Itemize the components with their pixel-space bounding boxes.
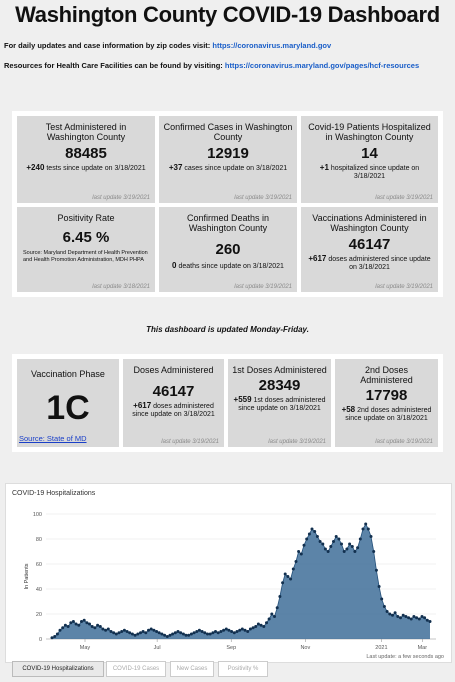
data-point <box>391 614 394 617</box>
first-doses-delta: +559 <box>233 395 252 404</box>
deaths-delta: 0 <box>172 261 177 270</box>
data-point <box>364 523 367 526</box>
data-point <box>169 634 172 637</box>
vaccinations-delta-line <box>301 255 438 272</box>
data-point <box>120 630 123 633</box>
deaths-delta-line <box>159 262 297 271</box>
data-point <box>69 621 72 624</box>
positivity-title: Positivity Rate <box>57 213 115 223</box>
data-point <box>300 553 303 556</box>
data-point <box>222 629 225 632</box>
data-point <box>236 630 239 633</box>
cases-delta-line <box>159 164 297 173</box>
data-point <box>128 631 131 634</box>
data-point <box>407 616 410 619</box>
data-point <box>278 595 281 598</box>
tab-new-cases[interactable]: New Cases <box>170 661 214 677</box>
data-point <box>136 633 139 636</box>
cases-value: 12919 <box>207 145 249 162</box>
data-point <box>174 631 177 634</box>
data-point <box>415 616 418 619</box>
data-point <box>367 528 370 531</box>
data-point <box>187 634 190 637</box>
data-point <box>303 544 306 547</box>
hospitalizations-area <box>52 524 430 639</box>
data-point <box>160 633 163 636</box>
data-point <box>265 621 268 624</box>
data-point <box>56 633 59 636</box>
vaccinations-delta-text: doses administered since update on 3/18/2021 <box>328 256 431 271</box>
update-notice: This dashboard is updated Monday-Friday. <box>146 325 309 334</box>
tests-title: Test Administered in Washington County <box>45 122 127 142</box>
second-doses-value: 17798 <box>365 387 408 404</box>
data-point <box>59 629 62 632</box>
hcf-info-text <box>4 60 449 71</box>
y-tick-label: 100 <box>32 512 42 518</box>
zip-info-label: For daily updates and case information by zip codes visit: <box>4 41 211 50</box>
data-point <box>171 633 174 636</box>
data-point <box>254 625 257 628</box>
data-point <box>308 533 311 536</box>
data-point <box>297 550 300 553</box>
cases-delta-text: cases since update on 3/18/2021 <box>184 165 288 172</box>
data-point <box>321 543 324 546</box>
second-doses-title: 2nd Doses Administered <box>360 365 413 385</box>
tests-value: 88485 <box>65 145 107 162</box>
data-point <box>396 615 399 618</box>
data-point <box>101 628 104 631</box>
hospitalizations-chart-panel <box>5 483 452 663</box>
data-point <box>426 619 429 622</box>
data-point <box>51 636 54 639</box>
data-point <box>152 629 155 632</box>
deaths-updated: last update 3/19/2021 <box>234 284 292 290</box>
first-doses-card <box>228 359 331 447</box>
data-point <box>286 575 289 578</box>
data-point <box>327 550 330 553</box>
phase-value: 1C <box>46 389 90 427</box>
data-point <box>211 631 214 634</box>
x-tick-label: Sep <box>226 645 237 651</box>
data-point <box>72 620 75 623</box>
vaccination-panel <box>12 354 443 452</box>
deaths-delta-text: deaths since update on 3/18/2021 <box>178 263 284 270</box>
data-point <box>362 528 365 531</box>
vaccinations-title: Vaccinations Administered in Washington County <box>312 213 427 233</box>
data-point <box>383 605 386 608</box>
data-point <box>244 629 247 632</box>
data-point <box>402 614 405 617</box>
data-point <box>324 548 327 551</box>
data-point <box>126 630 129 633</box>
second-doses-card <box>335 359 438 447</box>
data-point <box>404 615 407 618</box>
data-point <box>292 568 295 571</box>
data-point <box>340 543 343 546</box>
y-tick-label: 60 <box>35 562 42 568</box>
state-source-link[interactable]: Source: State of MD <box>19 434 87 443</box>
tests-delta-text: tests since update on 3/18/2021 <box>46 165 146 172</box>
data-point <box>166 635 169 638</box>
data-point <box>61 626 64 629</box>
data-point <box>249 628 252 631</box>
hospitalized-value: 14 <box>361 145 378 162</box>
cases-updated: last update 3/19/2021 <box>234 195 292 201</box>
data-point <box>112 631 115 634</box>
page-title: Washington County COVID-19 Dashboard <box>15 2 440 27</box>
data-point <box>351 545 354 548</box>
data-point <box>359 538 362 541</box>
hospitalized-delta-line <box>301 164 438 181</box>
data-point <box>225 628 228 631</box>
data-point <box>353 550 356 553</box>
positivity-source: Source: Maryland Department of Health Prevention and Health Promotion Administration, MDH PHPA <box>23 250 148 263</box>
data-point <box>64 624 67 627</box>
data-point <box>375 569 378 572</box>
y-tick-label: 40 <box>35 587 42 593</box>
data-point <box>421 615 424 618</box>
data-point <box>348 543 351 546</box>
doses-card <box>123 359 224 447</box>
data-point <box>372 550 375 553</box>
second-doses-delta-line <box>335 406 438 423</box>
data-point <box>91 625 94 628</box>
vaccinations-card <box>301 207 438 292</box>
data-point <box>85 621 88 624</box>
deaths-title: Confirmed Deaths in Washington County <box>186 213 270 233</box>
data-point <box>80 620 83 623</box>
data-point <box>206 633 209 636</box>
doses-title: Doses Administered <box>133 365 214 375</box>
deaths-card <box>159 207 297 292</box>
data-point <box>195 630 198 633</box>
data-point <box>134 634 137 637</box>
data-point <box>83 619 86 622</box>
data-point <box>147 629 150 632</box>
chart-last-update: Last update: a few seconds ago <box>366 654 444 660</box>
y-axis-label: In Patients <box>24 563 30 590</box>
cases-title: Confirmed Cases in Washington County <box>163 122 293 142</box>
data-point <box>118 631 121 634</box>
x-tick-label: May <box>79 645 91 651</box>
tab-positivity[interactable]: Positivity % <box>218 661 268 677</box>
data-point <box>311 528 314 531</box>
data-point <box>319 540 322 543</box>
data-point <box>388 613 391 616</box>
data-point <box>96 624 99 627</box>
data-point <box>214 630 217 633</box>
data-point <box>142 630 145 633</box>
data-point <box>335 535 338 538</box>
vaccination-phase-card <box>17 359 119 447</box>
tab-hospitalizations[interactable]: COVID-19 Hospitalizations <box>12 661 104 677</box>
data-point <box>295 560 298 563</box>
data-point <box>144 631 147 634</box>
data-point <box>262 625 265 628</box>
data-point <box>198 629 201 632</box>
data-point <box>104 629 107 632</box>
data-point <box>88 623 91 626</box>
data-point <box>230 630 233 633</box>
data-point <box>131 633 134 636</box>
tab-cases[interactable]: COVID-19 Cases <box>106 661 166 677</box>
data-point <box>260 624 263 627</box>
data-point <box>337 538 340 541</box>
data-point <box>123 629 126 632</box>
data-point <box>53 635 56 638</box>
data-point <box>276 606 279 609</box>
data-point <box>423 616 426 619</box>
x-tick-label: Nov <box>300 645 311 651</box>
doses-value: 46147 <box>152 383 195 400</box>
first-doses-value: 28349 <box>258 377 301 394</box>
data-point <box>190 633 193 636</box>
tests-delta-line <box>17 164 155 173</box>
hospitalized-title: Covid-19 Patients Hospitalized in Washington County <box>308 122 431 142</box>
y-tick-label: 20 <box>35 612 42 618</box>
data-point <box>177 630 180 633</box>
data-point <box>399 616 402 619</box>
vaccinations-delta: +617 <box>308 254 327 263</box>
positivity-updated: last update 3/18/2021 <box>92 284 150 290</box>
hospitalized-card <box>301 116 438 203</box>
data-point <box>313 530 316 533</box>
first-doses-delta-text: 1st doses administered since update on 3/18/2021 <box>238 397 326 412</box>
data-point <box>203 631 206 634</box>
stats-panel <box>12 111 443 297</box>
data-point <box>110 630 113 633</box>
y-tick-label: 0 <box>38 637 42 643</box>
hospitalized-delta-text: hospitalized since update on 3/18/2021 <box>330 165 420 180</box>
data-point <box>77 624 80 627</box>
phase-label: Vaccination Phase <box>31 369 105 379</box>
data-point <box>99 625 102 628</box>
data-point <box>163 634 166 637</box>
tests-delta: +240 <box>26 163 45 172</box>
data-point <box>209 633 212 636</box>
doses-delta-text: doses administered since update on 3/18/2021 <box>132 403 215 418</box>
data-point <box>75 623 78 626</box>
doses-updated: last update 3/19/2021 <box>161 439 219 445</box>
data-point <box>179 631 182 634</box>
data-point <box>412 615 415 618</box>
data-point <box>185 634 188 637</box>
first-doses-updated: last update 3/19/2021 <box>268 439 326 445</box>
data-point <box>305 538 308 541</box>
first-doses-delta-line <box>228 396 331 413</box>
data-point <box>370 535 373 538</box>
data-point <box>316 535 319 538</box>
data-point <box>329 545 332 548</box>
second-doses-delta-text: 2nd doses administered since update on 3/18/2021 <box>345 407 432 422</box>
data-point <box>429 620 432 623</box>
data-point <box>394 611 397 614</box>
data-point <box>273 615 276 618</box>
data-point <box>332 540 335 543</box>
tests-updated: last update 3/19/2021 <box>92 195 150 201</box>
data-point <box>356 546 359 549</box>
vaccinations-value: 46147 <box>348 236 391 253</box>
data-point <box>107 628 110 631</box>
data-point <box>268 618 271 621</box>
hospitalized-updated: last update 3/19/2021 <box>375 195 433 201</box>
data-point <box>139 631 142 634</box>
cases-card <box>159 116 297 203</box>
doses-delta: +617 <box>133 401 152 410</box>
data-point <box>67 625 70 628</box>
data-point <box>418 618 421 621</box>
data-point <box>158 631 161 634</box>
data-point <box>380 598 383 601</box>
data-point <box>150 628 153 631</box>
doses-delta-line <box>123 402 224 419</box>
data-point <box>233 631 236 634</box>
hospitalizations-chart <box>6 484 451 662</box>
hcf-info-link[interactable]: https://coronavirus.maryland.gov/pages/hcf-resources <box>224 61 420 70</box>
data-point <box>378 585 381 588</box>
data-point <box>219 630 222 633</box>
data-point <box>289 578 292 581</box>
hospitalized-delta: +1 <box>319 163 329 172</box>
hcf-info-label: Resources for Health Care Facilities can be found by visiting: <box>4 61 223 70</box>
data-point <box>115 633 118 636</box>
data-point <box>93 626 96 629</box>
chart-title: COVID-19 Hospitalizations <box>12 490 96 497</box>
data-point <box>155 630 158 633</box>
first-doses-title: 1st Doses Administered <box>232 365 327 375</box>
data-point <box>386 610 389 613</box>
zip-info-link[interactable]: https://coronavirus.maryland.gov <box>212 41 332 50</box>
x-tick-label: Jul <box>153 645 161 651</box>
data-point <box>227 629 230 632</box>
data-point <box>201 630 204 633</box>
positivity-value: 6.45 % <box>62 229 110 246</box>
data-point <box>246 630 249 633</box>
cases-delta: +37 <box>168 163 183 172</box>
data-point <box>343 550 346 553</box>
x-tick-label: 2021 <box>375 645 388 651</box>
data-point <box>345 548 348 551</box>
data-point <box>281 581 284 584</box>
data-point <box>193 631 196 634</box>
data-point <box>238 629 241 632</box>
data-point <box>410 618 413 621</box>
tests-card <box>17 116 155 203</box>
data-point <box>284 573 287 576</box>
data-point <box>252 626 255 629</box>
data-point <box>182 633 185 636</box>
x-tick-label: Mar <box>417 645 428 651</box>
second-doses-updated: last update 3/19/2021 <box>375 439 433 445</box>
data-point <box>217 631 220 634</box>
data-point <box>270 613 273 616</box>
data-point <box>257 623 260 626</box>
second-doses-delta: +58 <box>341 405 356 414</box>
data-point <box>241 628 244 631</box>
y-tick-label: 80 <box>35 537 42 543</box>
positivity-card <box>17 207 155 292</box>
zip-info-text <box>4 40 449 51</box>
vaccinations-updated: last update 3/19/2021 <box>375 284 433 290</box>
deaths-value: 260 <box>215 241 241 258</box>
